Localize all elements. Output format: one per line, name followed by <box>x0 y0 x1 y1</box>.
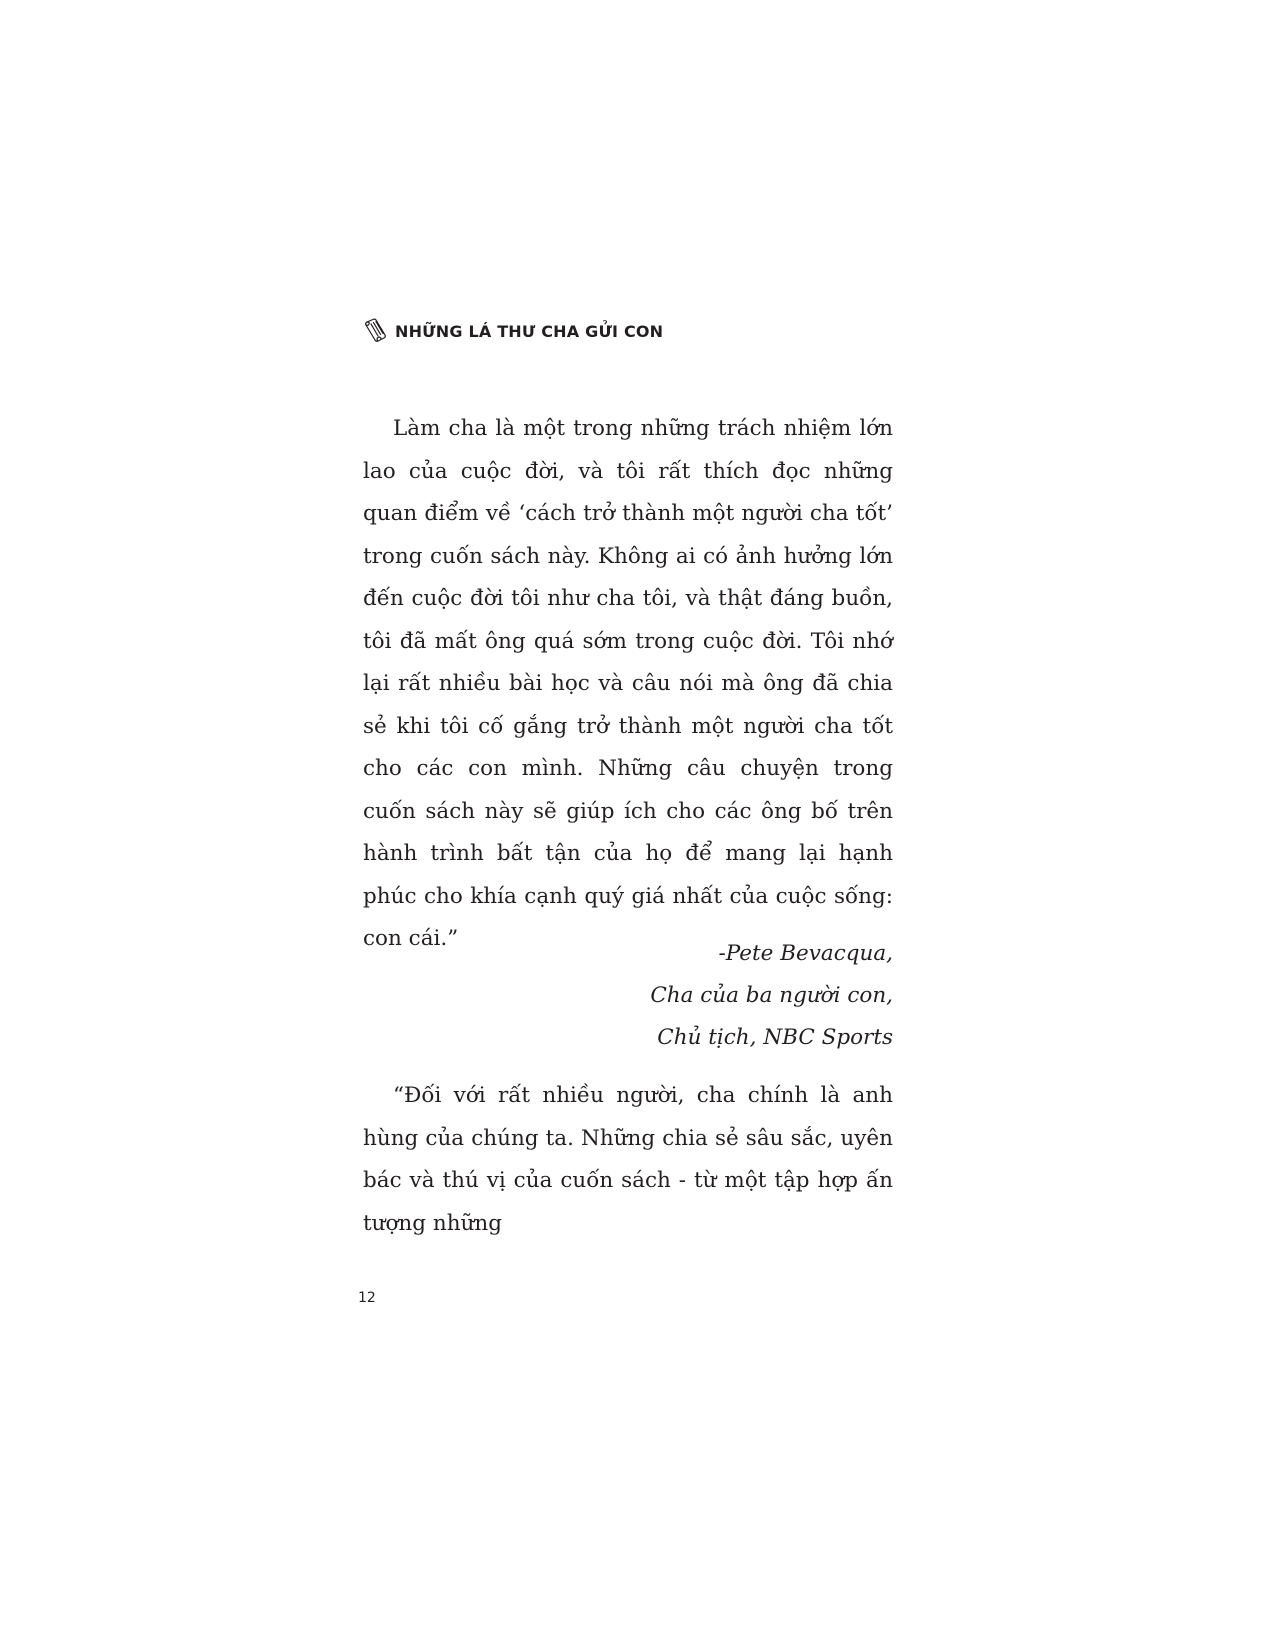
running-header <box>363 318 663 344</box>
paragraph-text: Làm cha là một trong những trách nhiệm lớn lao của cuộc đời, và tôi rất thích đọc những quan điểm về ‘cách trở thành một người cha tốt’ trong cuốn sách này. Không ai có ảnh hưởng lớn đến cuộc đời tôi như cha tôi, và thật đáng buồn, tôi đã mất ông quá sớm trong cuộc đời. Tôi nhớ lại rất nhiều bài học và câu nói mà ông đã chia sẻ khi tôi cố gắng trở thành một người cha tốt cho các con mình. Những câu chuyện trong cuốn sách này sẽ giúp ích cho các ông bố trên hành trình bất tận của họ để mang lại hạnh phúc cho khía cạnh quý giá nhất của cuộc sống: con cái.” <box>363 416 893 951</box>
scroll-icon <box>363 318 387 344</box>
quote-paragraph-1 <box>363 408 893 961</box>
attribution-role: Cha của ba người con, <box>650 983 893 1008</box>
quote-attribution <box>363 933 893 1059</box>
attribution-title: Chủ tịch, NBC Sports <box>657 1025 893 1050</box>
paragraph-text: “Đối với rất nhiều người, cha chính là anh hùng của chúng ta. Những chia sẻ sâu sắc, uyên bác và thú vị của cuốn sách - từ một tập hợp ấn tượng những <box>363 1083 893 1236</box>
quote-paragraph-2 <box>363 1075 893 1245</box>
page-number: 12 <box>358 1290 376 1306</box>
running-header-title: NHỮNG LÁ THƯ CHA GỬI CON <box>395 321 664 341</box>
attribution-name: -Pete Bevacqua, <box>718 941 893 966</box>
